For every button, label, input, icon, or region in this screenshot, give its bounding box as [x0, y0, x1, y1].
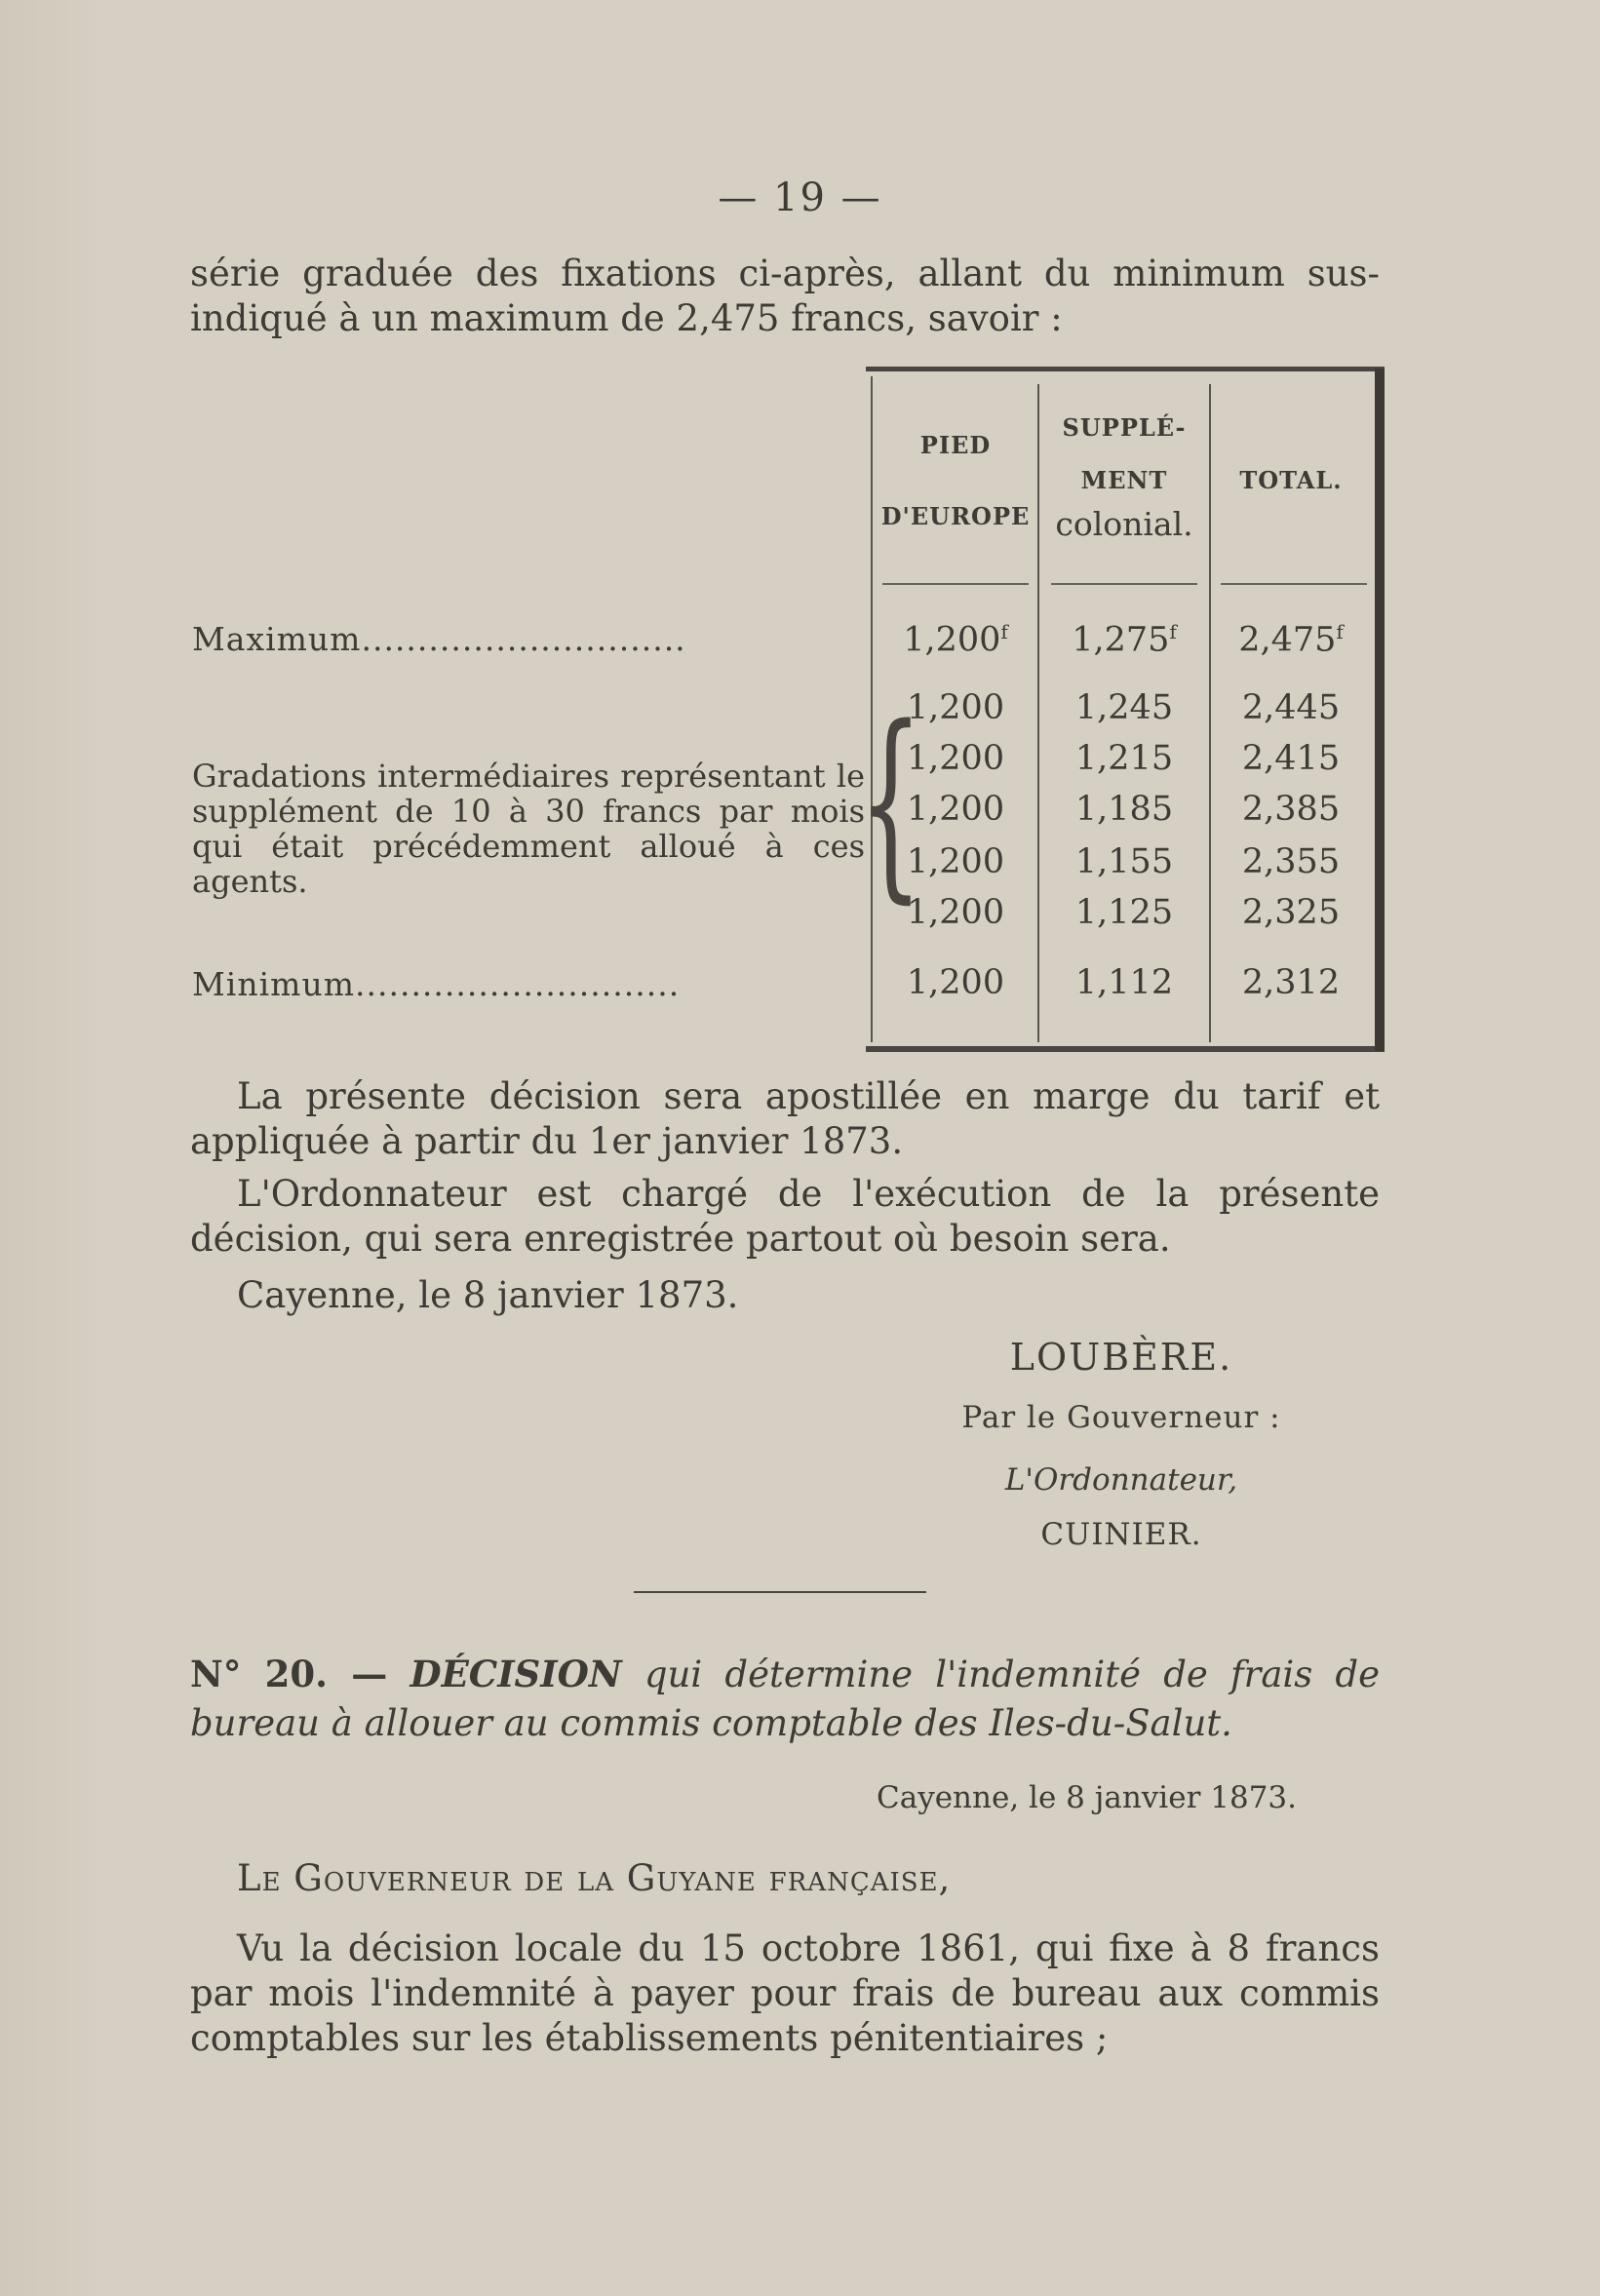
table-cell: 2,475$^f$ [1238, 620, 1344, 660]
header-underline-2 [1051, 583, 1197, 585]
table-cell: 2,415 [1241, 739, 1341, 778]
table-bottom-rule [866, 1046, 1385, 1052]
decision-heading [190, 1650, 1380, 1748]
table-cell: 1,245 [1074, 688, 1174, 727]
decision-number: N° 20. — [190, 1653, 388, 1695]
table-cell: 1,200 [906, 893, 1005, 932]
table-cell: 1,275$^f$ [1072, 620, 1177, 660]
table-right-border [1375, 369, 1385, 1051]
table-cell: 1,185 [1074, 790, 1174, 829]
table-column-divider-1 [1037, 384, 1039, 1042]
page-number: — 19 — [718, 175, 882, 220]
header-supple: SUPPLÉ- [1062, 413, 1187, 442]
header-ment: MENT [1080, 466, 1168, 494]
table-cell: 1,215 [1074, 739, 1174, 778]
table-cell: 1,155 [1074, 842, 1174, 881]
gradations-brace: { [858, 682, 923, 921]
decision-subject: qui détermine l'indemnité de frais de bureau à allouer au commis comptable des Iles-du-Salut. [190, 1654, 1380, 1744]
paragraph-apostille: La présente décision sera apostillée en marge du tarif et appliquée à partir du 1er janvier 1873. [190, 1075, 1380, 1162]
table-cell: 1,112 [1074, 963, 1174, 1002]
header-colonial: colonial. [1055, 505, 1193, 543]
table-cell: 1,200$^f$ [903, 620, 1008, 660]
table-cell: 1,200 [906, 739, 1005, 778]
date-line: Cayenne, le 8 janvier 1873. [237, 1274, 739, 1316]
vu-paragraph: Vu la décision locale du 15 octobre 1861, qui fixe à 8 francs par mois l'indemnité à payer pour frais de bureau aux commis comptables sur les établissements pénitentiaires ; [190, 1927, 1380, 2059]
table-cell: 1,200 [906, 790, 1005, 829]
header-europe: D'EUROPE [880, 502, 1031, 530]
signature-ordonnateur: L'Ordonnateur, [1004, 1462, 1238, 1498]
decision-keyword: DÉCISION [410, 1653, 622, 1695]
signature-ordonnateur-name: CUINIER. [1040, 1517, 1202, 1552]
governor-line: Le Gouverneur de la Guyane française, [237, 1857, 952, 1899]
header-underline-1 [882, 583, 1029, 585]
header-total: TOTAL. [1239, 466, 1343, 494]
decision-date: Cayenne, le 8 janvier 1873. [877, 1780, 1297, 1815]
signature-par-le-gouverneur: Par le Gouverneur : [961, 1400, 1281, 1435]
table-top-rule [866, 367, 1385, 371]
table-column-divider-2 [1209, 384, 1211, 1042]
table-cell: 1,200 [906, 842, 1005, 881]
intro-paragraph: série graduée des fixations ci-après, allant du minimum sus-indiqué à un maximum de 2,475 francs, savoir : [190, 253, 1380, 339]
table-cell: 2,312 [1241, 963, 1341, 1002]
page-binding-edge [0, 0, 107, 2296]
table-cell: 2,385 [1241, 790, 1341, 829]
row-label-maximum: Maximum............................. [192, 620, 686, 658]
header-pied: PIED [919, 431, 992, 459]
table-cell: 2,445 [1241, 688, 1341, 727]
signature-name: LOUBÈRE. [1009, 1336, 1233, 1379]
table-cell: 1,125 [1074, 893, 1174, 932]
table-cell: 1,200 [906, 963, 1005, 1002]
row-label-gradations: Gradations intermédiaires représentant le supplément de 10 à 30 francs par mois qui était précédemment alloué à ces agents. [192, 758, 865, 900]
section-divider [634, 1591, 926, 1593]
table-cell: 1,200 [906, 688, 1005, 727]
header-underline-3 [1221, 583, 1367, 585]
paragraph-execution: L'Ordonnateur est chargé de l'exécution de la présente décision, qui sera enregistrée partout où besoin sera. [190, 1173, 1380, 1260]
row-label-minimum: Minimum............................. [192, 965, 681, 1003]
table-cell: 2,355 [1241, 842, 1341, 881]
table-cell: 2,325 [1241, 893, 1341, 932]
